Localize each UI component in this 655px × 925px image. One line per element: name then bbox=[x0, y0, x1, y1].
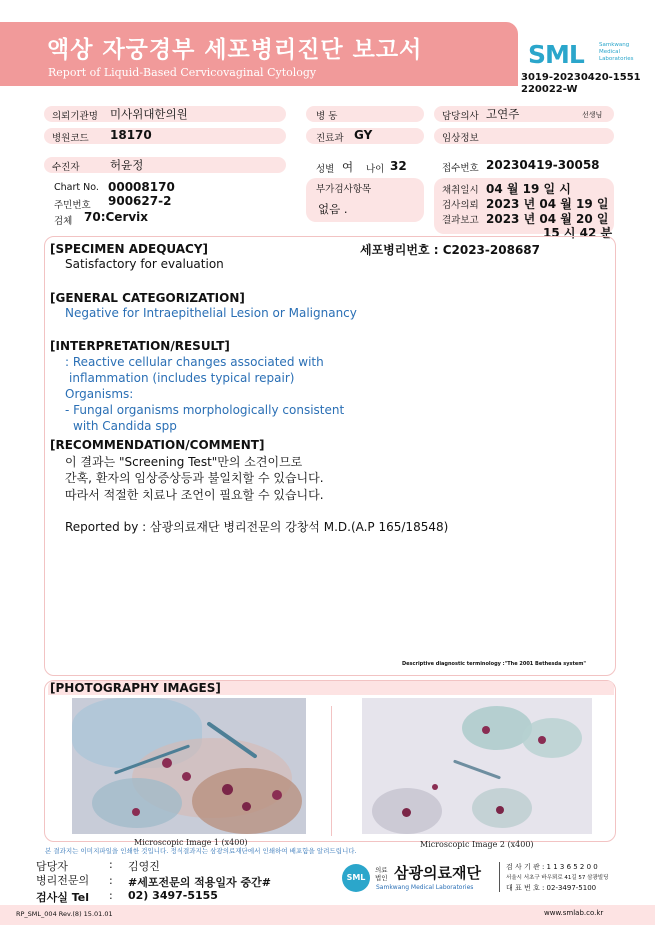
photography-heading: [PHOTOGRAPHY IMAGES] bbox=[50, 681, 221, 695]
patient-pill bbox=[44, 157, 286, 173]
hospital-label: 의뢰기관명 bbox=[52, 111, 98, 122]
chart-value: 00008170 bbox=[108, 180, 175, 194]
sml-logo: SML bbox=[528, 40, 584, 69]
general-heading: [GENERAL CATEGORIZATION] bbox=[50, 291, 245, 305]
id-value: 900627-2 bbox=[108, 194, 172, 208]
extra-value: 없음 . bbox=[318, 202, 348, 216]
colon-1: : bbox=[109, 858, 113, 871]
registration-no: 검 사 기 관 : 1 1 3 6 5 2 0 0 bbox=[506, 863, 598, 871]
recommendation-line-2: 간혹, 환자의 임상증상등과 불일치할 수 있습니다. bbox=[65, 471, 324, 485]
report-number-line1: 3019-20230420-1551 bbox=[521, 72, 641, 83]
doctor-value: 고연주 bbox=[486, 107, 520, 121]
interpretation-heading: [INTERPRETATION/RESULT] bbox=[50, 339, 230, 353]
report-subtitle: Report of Liquid-Based Cervicovaginal Cytology bbox=[48, 66, 317, 79]
terminology-note: Descriptive diagnostic terminology :"The 2001 Bethesda system" bbox=[402, 661, 587, 667]
interpretation-line-5: with Candida spp bbox=[73, 419, 177, 433]
patient-label: 수진자 bbox=[52, 162, 80, 173]
org-prefix-2: 법인 bbox=[375, 874, 388, 882]
org-address: 서울시 서초구 바우뫼로 41길 57 삼광빌딩 bbox=[506, 875, 609, 881]
print-notice: 본 결과지는 이미지파일을 인쇄한 것입니다. 정식결과지는 삼광의료재단에서 인쇄하여 배포함을 알려드립니다. bbox=[45, 847, 357, 855]
test-value: 70:Cervix bbox=[84, 210, 149, 224]
form-number: RP_SML_004 Rev.(8) 15.01.01 bbox=[16, 910, 113, 918]
pathologist-value: #세포전문의 적용일자 중간# bbox=[128, 876, 271, 889]
org-english-name: Samkwang Medical Laboratories bbox=[376, 884, 474, 891]
test-label: 검체 bbox=[54, 216, 73, 227]
doctor-suffix: 선생님 bbox=[582, 111, 603, 119]
collect-value: 04 월 19 일 시 bbox=[486, 182, 571, 196]
sml-footer-logo-icon: SML bbox=[342, 864, 370, 892]
pathologist-label: 병리전문의 bbox=[36, 874, 90, 887]
manager-value: 김영진 bbox=[128, 860, 160, 873]
pathology-number: 세포병리번호 : C2023-208687 bbox=[360, 243, 540, 257]
recommendation-line-1: 이 결과는 "Screening Test"만의 소견이므로 bbox=[65, 455, 303, 469]
receipt-label: 접수번호 bbox=[442, 163, 479, 174]
footer-divider bbox=[499, 862, 500, 892]
interpretation-line-1: : Reactive cellular changes associated with bbox=[65, 355, 324, 369]
colon-2: : bbox=[109, 874, 113, 887]
collect-label: 채취일시 bbox=[442, 185, 479, 196]
microscopic-image-1 bbox=[72, 698, 306, 834]
rep-tel: 대 표 번 호 : 02-3497-5100 bbox=[506, 884, 597, 892]
ward-label: 병 동 bbox=[316, 111, 338, 122]
extra-label: 부가검사항목 bbox=[316, 184, 372, 195]
code-value: 18170 bbox=[110, 128, 152, 142]
receipt-value: 20230419-30058 bbox=[486, 158, 600, 172]
result-value: 2023 년 04 월 20 일 bbox=[486, 212, 609, 226]
report-title: 액상 자궁경부 세포병리진단 보고서 bbox=[47, 37, 423, 63]
result-label: 결과보고 bbox=[442, 215, 479, 226]
recommendation-line-3: 따라서 적절한 치료나 조언이 필요할 수 있습니다. bbox=[65, 488, 324, 502]
interpretation-line-4: - Fungal organisms morphologically consistent bbox=[65, 403, 345, 417]
sml-logo-subtitle: Samkwang Medical Laboratories bbox=[599, 42, 634, 62]
patient-value: 허윤정 bbox=[110, 158, 144, 172]
tel-label: 검사실 Tel bbox=[36, 891, 89, 904]
dept-value: GY bbox=[354, 128, 373, 142]
code-label: 병원코드 bbox=[52, 133, 89, 144]
request-label: 검사의뢰 bbox=[442, 200, 479, 211]
general-text: Negative for Intraepithelial Lesion or Malignancy bbox=[65, 306, 357, 320]
clinical-label: 임상정보 bbox=[442, 133, 479, 144]
dept-label: 진료과 bbox=[316, 133, 344, 144]
microscopic-image-2 bbox=[362, 698, 592, 834]
age-value: 32 bbox=[390, 159, 407, 173]
sex-label: 성별 bbox=[316, 164, 335, 175]
report-number bbox=[521, 72, 641, 96]
interpretation-line-3: Organisms: bbox=[65, 387, 134, 401]
org-prefix-1: 의료 bbox=[375, 866, 388, 874]
chart-label: Chart No. bbox=[54, 182, 99, 193]
photo-divider bbox=[331, 706, 332, 836]
hospital-value: 미사위대한의원 bbox=[110, 107, 188, 121]
image-2-caption: Microscopic Image 2 (x400) bbox=[420, 840, 534, 849]
recommendation-heading: [RECOMMENDATION/COMMENT] bbox=[50, 438, 265, 452]
report-number-line2: 220022-W bbox=[521, 84, 578, 95]
org-name: 삼광의료재단 bbox=[394, 864, 481, 882]
adequacy-text: Satisfactory for evaluation bbox=[65, 257, 224, 271]
result-time: 15 시 42 분 bbox=[543, 226, 613, 240]
tel-value: 02) 3497-5155 bbox=[128, 889, 218, 902]
adequacy-heading: [SPECIMEN ADEQUACY] bbox=[50, 242, 209, 256]
reported-by: Reported by : 삼광의료재단 병리전문의 강창석 M.D.(A.P 165/18548) bbox=[65, 520, 449, 534]
interpretation-line-2: inflammation (includes typical repair) bbox=[69, 371, 295, 385]
request-value: 2023 년 04 월 19 일 bbox=[486, 197, 609, 211]
website-link[interactable]: www.smlab.co.kr bbox=[544, 909, 604, 917]
manager-label: 담당자 bbox=[36, 860, 68, 873]
org-prefix bbox=[375, 866, 388, 882]
sex-value: 여 bbox=[342, 160, 354, 174]
id-label: 주민번호 bbox=[54, 200, 91, 211]
colon-3: : bbox=[109, 889, 113, 902]
age-label: 나이 bbox=[366, 164, 385, 175]
image-1-caption: Microscopic Image 1 (x400) bbox=[134, 838, 248, 847]
doctor-label: 담당의사 bbox=[442, 111, 479, 122]
